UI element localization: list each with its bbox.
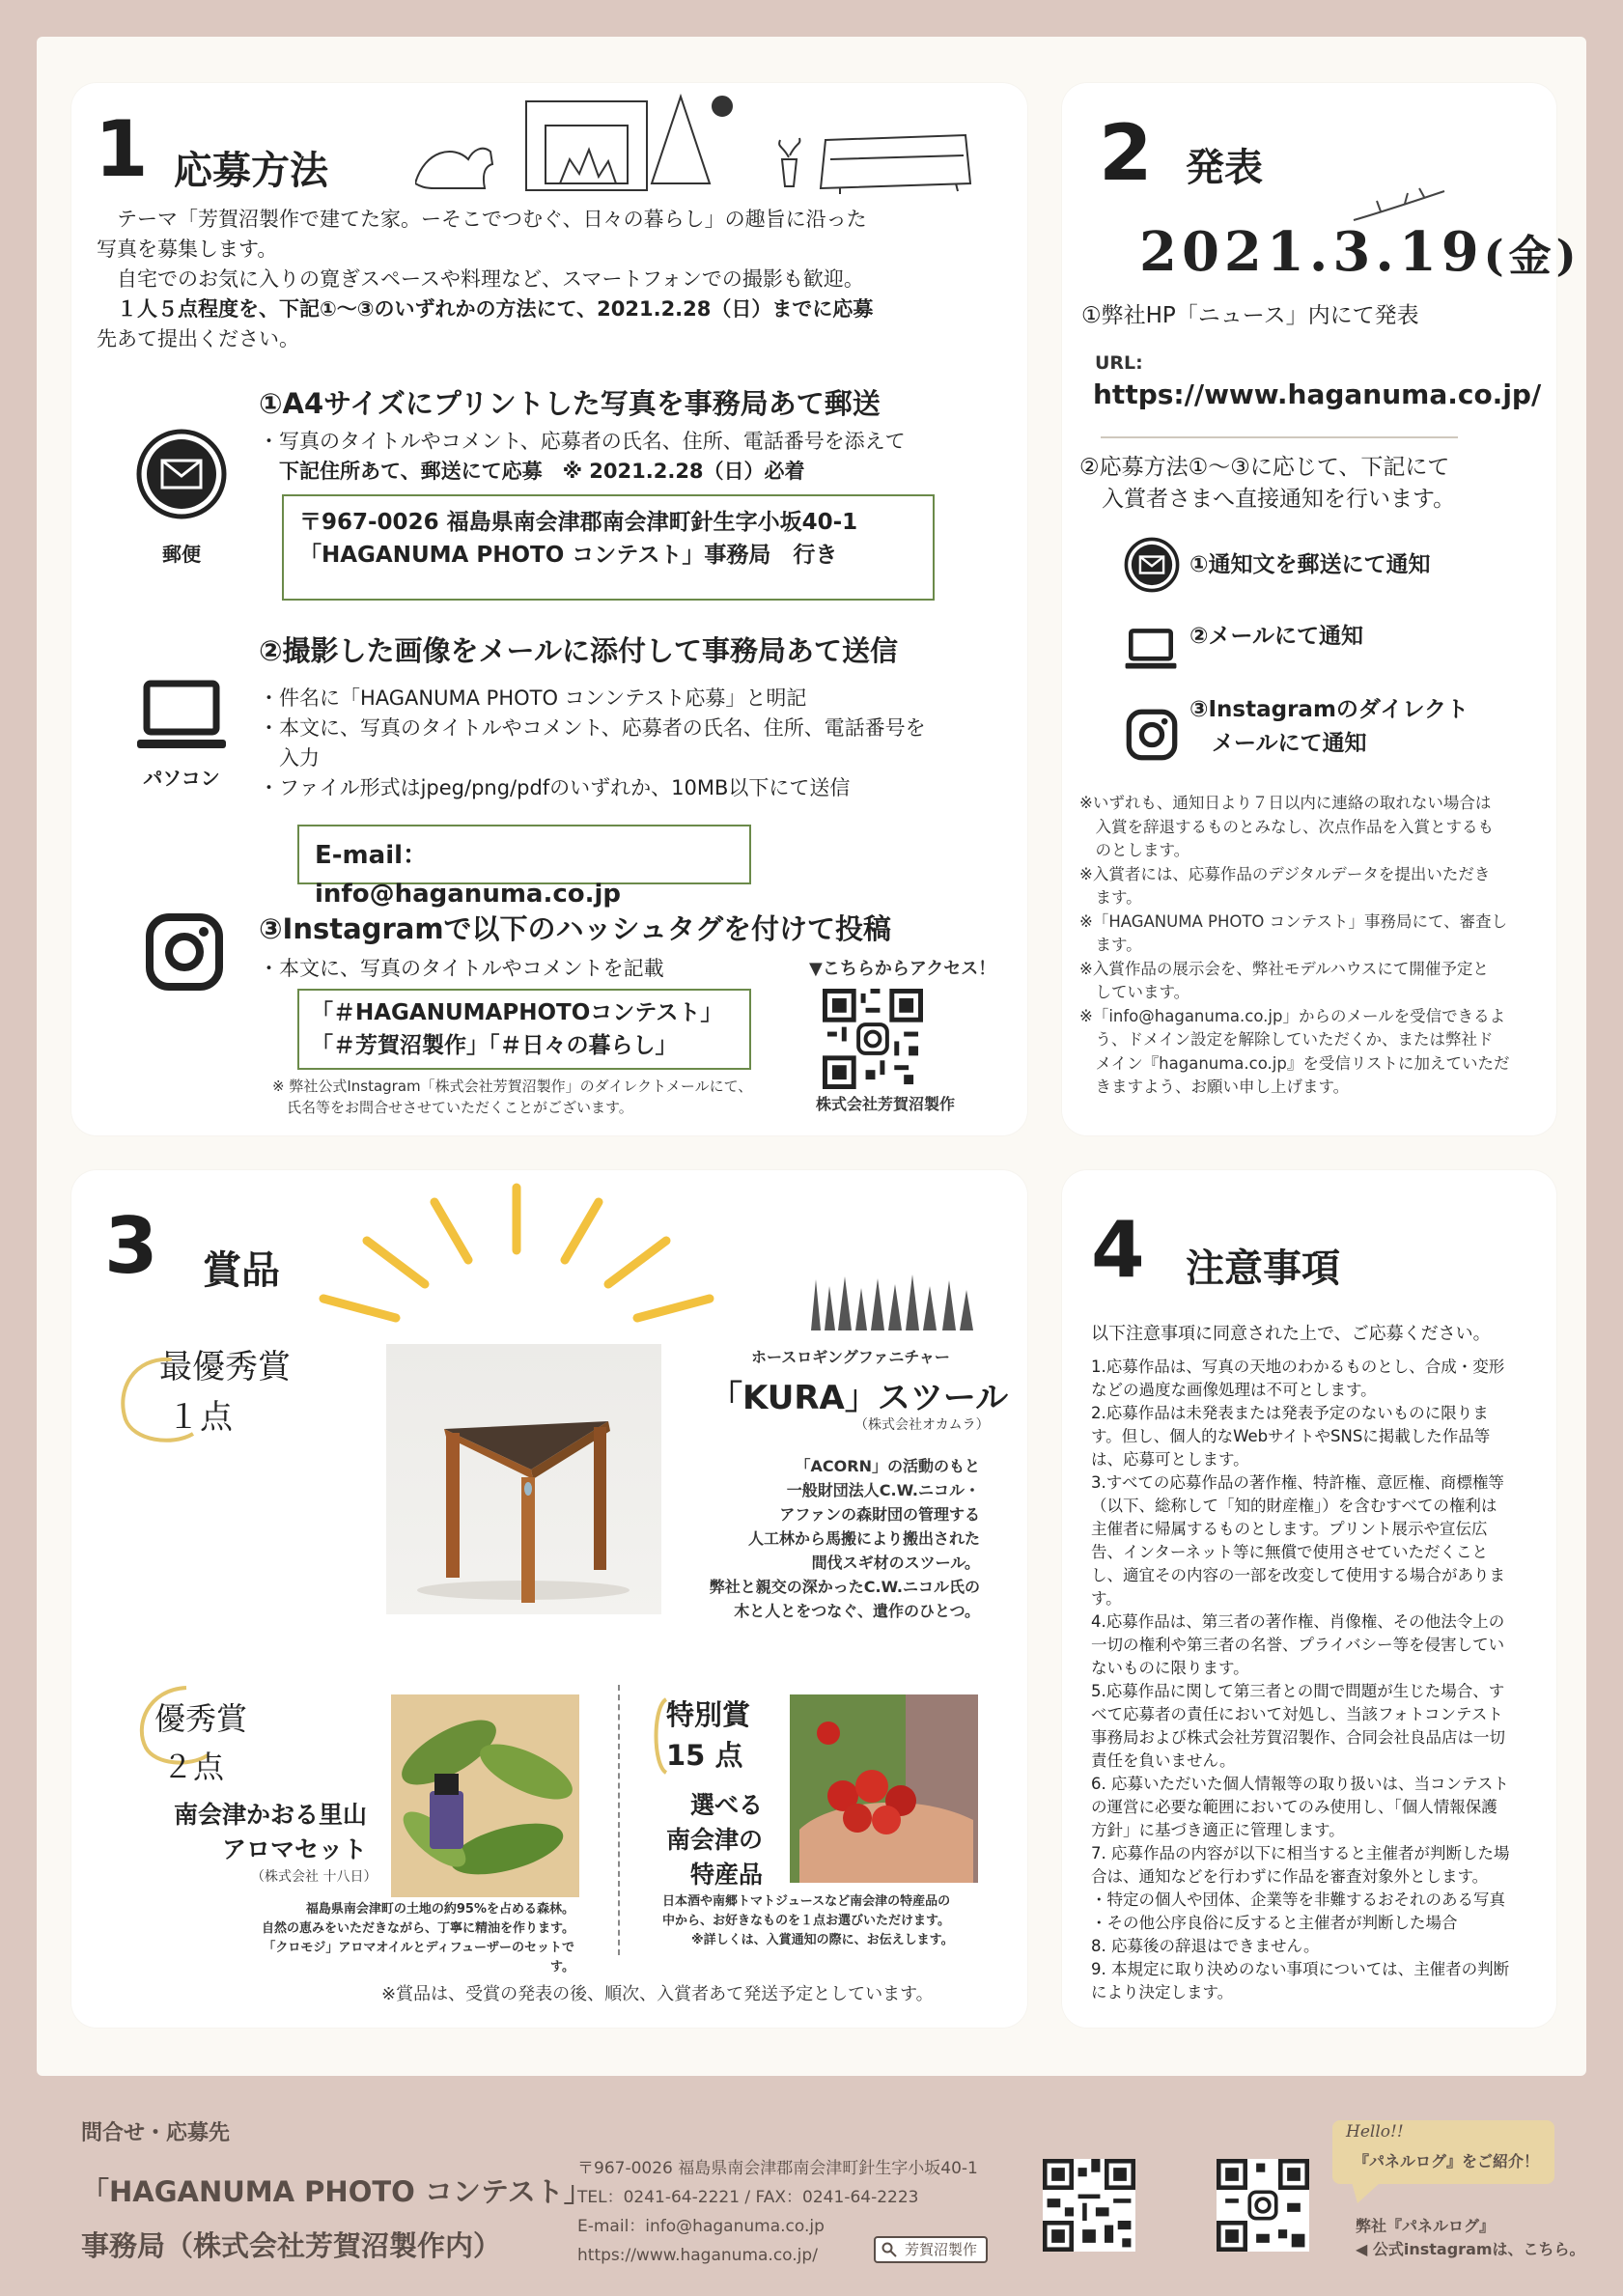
announcement-date <box>1139 220 1581 284</box>
bubble-hello: Hello!! <box>1346 2122 1404 2142</box>
grand-prize-count: １点 <box>167 1398 233 1437</box>
company-url-link[interactable]: https://www.haganuma.co.jp/ <box>1093 378 1542 410</box>
note-line: う、ドメイン設定を解除していただくか、または弊社ド <box>1079 1030 1494 1049</box>
section-4-number: 4 <box>1091 1205 1145 1295</box>
notice-line: 1.応募作品は、写真の天地のわかるものとし、合成・変形 <box>1091 1358 1505 1376</box>
intro-line: 自宅でのお気に入りの寛ぎスペースや料理など、スマートフォンでの撮影も歓迎。 <box>97 267 864 291</box>
laptop-icon <box>1124 628 1178 672</box>
note-line: メイン『haganuma.co.jp』を受信リストに加えていただ <box>1079 1053 1510 1073</box>
mail-icon <box>135 428 228 520</box>
method-2-text <box>259 684 1012 803</box>
method-2-line: ・ファイル形式はjpeg/png/pdfのいずれか、10MB以下にて送信 <box>259 776 851 799</box>
notice-list <box>1091 1356 1535 2004</box>
instagram-info <box>1356 2215 1585 2261</box>
postal-address-line: 〒967-0026 福島県南会津郡南会津町針生字小坂40-1 <box>299 510 858 535</box>
bubble-text: 『パネルログ』をご紹介！ <box>1354 2152 1540 2170</box>
notice-line: 3.すべての応募作品の著作権、特許権、意匠権、商標権等 <box>1091 1473 1504 1492</box>
special-desc-line: 中から、お好きなものを１点お選びいただけます。 <box>662 1914 950 1928</box>
excellent-prize-name: 優秀賞 <box>154 1700 248 1737</box>
section-4-title: 注意事項 <box>1186 1246 1340 1291</box>
footer-contest-name: 「HAGANUMA PHOTO コンテスト」 <box>81 2175 592 2208</box>
notice-line: ・その他公序良俗に反すると主催者が判断した場合 <box>1091 1914 1458 1932</box>
special-prize-count: 15 点 <box>666 1739 743 1772</box>
instagram-icon <box>1126 709 1178 761</box>
intro-line: テーマ「芳賀沼製作で建てた家。ーそこでつむぐ、日々の暮らし」の趣旨に沿った <box>97 208 867 231</box>
notice-line: ないものに限ります。 <box>1091 1659 1249 1677</box>
christmas-tree-icon <box>652 97 710 183</box>
kura-desc-line: 人工林から馬搬により搬出された <box>747 1529 980 1548</box>
footer-tel: TEL：0241-64-2221 / FAX：0241-64-2223 <box>577 2188 919 2207</box>
section-3-number: 3 <box>104 1201 158 1291</box>
notify-line: ②応募方法①〜③に応じて、下記にて <box>1079 455 1450 480</box>
clock-icon <box>713 97 732 116</box>
branch-decoration <box>1352 185 1448 224</box>
fireplace-icon <box>526 101 647 190</box>
footer-contact-label: 問合せ・応募先 <box>81 2121 231 2145</box>
section-3-title: 賞品 <box>203 1248 280 1293</box>
notice-line: べて応募者の責任において対処し、当該フォトコンテスト <box>1091 1705 1503 1723</box>
notice-line: の運営に必要な範囲においてのみ使用し、「個人情報保護 <box>1091 1798 1497 1816</box>
notice-line: 2.応募作品は未発表または発表予定のないものに限りま <box>1091 1404 1489 1422</box>
laptop-icon <box>135 678 228 755</box>
qr-caption: 株式会社芳賀沼製作 <box>816 1095 956 1113</box>
special-prize-item <box>657 1788 763 1892</box>
section-1-number: 1 <box>95 104 149 194</box>
method-1-heading: ①A4サイズにプリントした写真を事務局あて郵送 <box>259 387 881 420</box>
announcement-notes <box>1079 792 1510 1100</box>
weekday-value: 金 <box>1508 232 1556 281</box>
section-1-intro <box>97 205 1014 354</box>
note-line: しています。 <box>1079 983 1190 1001</box>
notice-line: （以下、総称して「知的財産権」）を含むすべての権利は <box>1091 1497 1497 1515</box>
excellent-prize-item <box>145 1798 367 1867</box>
notice-line: 5.応募作品に関して第三者との間で問題が生じた場合、す <box>1091 1682 1505 1700</box>
excellent-desc-line: 福島県南会津町の土地の約95%を占める森林。 <box>305 1902 574 1917</box>
kura-maker: （株式会社オカムラ） <box>854 1417 990 1433</box>
notice-line: は、応募可とします。 <box>1091 1450 1249 1469</box>
excellent-prize-count: ２点 <box>162 1749 225 1785</box>
note-line: のとします。 <box>1079 841 1190 859</box>
notice-line: す。 <box>1091 1589 1122 1608</box>
excellent-prize-description <box>246 1900 574 1977</box>
section-2-title: 発表 <box>1186 146 1263 190</box>
mail-icon <box>1124 537 1180 593</box>
notice-line: 4.応募作品は、第三者の著作権、肖像権、その他法令上の <box>1091 1612 1505 1631</box>
notice-line: 告、インターネット等に無償で使用させていただくこと <box>1091 1543 1489 1561</box>
hashtag-box <box>297 989 751 1070</box>
plant-icon <box>782 159 797 186</box>
speech-bubble-tail <box>1352 2182 1381 2205</box>
circle-decoration <box>114 1352 201 1448</box>
kura-description <box>695 1454 980 1623</box>
special-prize-line: 選べる <box>689 1791 763 1819</box>
method-2-line: 入力 <box>259 746 320 770</box>
instagram-info-line: ◀ 公式instagramは、こちら。 <box>1356 2240 1585 2258</box>
special-prize-description <box>662 1892 981 1950</box>
email-box[interactable]: E-mail：info@haganuma.co.jp <box>297 825 751 884</box>
aroma-set-photo <box>391 1694 579 1897</box>
special-prize-line: 南会津の <box>665 1826 763 1854</box>
method-3-text: ・本文に、写真のタイトルやコメントを記載 <box>259 957 664 980</box>
notice-line: す。但し、個人的なWebサイトやSNSに掲載した作品等 <box>1091 1427 1491 1445</box>
notice-line: 9. 本規定に取り決めのない事項については、主催者の判断 <box>1091 1960 1510 1978</box>
footer-office-name: 事務局（株式会社芳賀沼製作内） <box>81 2229 502 2262</box>
excellent-prize-line: 南会津かおる里山 <box>173 1801 367 1829</box>
sun-rays-decoration <box>309 1183 724 1357</box>
kura-desc-line: 「ACORN」の活動のもと <box>795 1457 980 1475</box>
note-line: ます。 <box>1079 888 1142 907</box>
excellent-desc-line: 自然の恵みをいただきながら、丁寧に精油を作ります。 <box>262 1921 574 1936</box>
hashtag-line: 「＃芳賀沼製作」「＃日々の暮らし」 <box>311 1033 678 1058</box>
website-qr-code[interactable] <box>1043 2159 1135 2252</box>
note-line: 氏名等をお問合せさせていただくことがございます。 <box>272 1099 633 1116</box>
living-room-illustration <box>415 92 975 198</box>
notice-line: 責任を負いません。 <box>1091 1751 1236 1770</box>
url-label: URL: <box>1095 352 1143 374</box>
method-2-heading: ②撮影した画像をメールに添付して事務局あて送信 <box>259 634 898 667</box>
method-1-text <box>259 427 1012 487</box>
special-prize <box>666 1694 750 1776</box>
postal-address-line: 「HAGANUMA PHOTO コンテスト」事務局 行き <box>299 543 838 568</box>
note-line: ※ 弊社公式Instagram「株式会社芳賀沼製作」のダイレクトメールにて、 <box>272 1078 753 1095</box>
notice-line: 事務局および株式会社芳賀沼製作、合同会社良品店は一切 <box>1091 1728 1505 1747</box>
instagram-note <box>272 1076 752 1118</box>
notify-line: 入賞者さまへ直接通知を行います。 <box>1079 487 1456 512</box>
footer-address: 〒967-0026 福島県南会津郡南会津町針生字小坂40-1 <box>577 2159 978 2178</box>
note-line: ※入賞者には、応募作品のデジタルデータを提出いただき <box>1079 864 1491 883</box>
kura-desc-line: 間伐スギ材のスツール。 <box>811 1554 980 1572</box>
postal-address-box <box>282 494 935 601</box>
notice-line: 6. 応募いただいた個人情報等の取り扱いは、当コンテスト <box>1091 1775 1509 1793</box>
notice-line: ・特定の個人や団体、企業等を非難するおそれのある写真 <box>1091 1890 1505 1909</box>
laptop-label: パソコン <box>143 767 220 790</box>
notify-method-1: ①通知文を郵送にて通知 <box>1189 552 1431 577</box>
date-weekday: (金) <box>1483 232 1581 281</box>
excellent-prize <box>154 1694 247 1791</box>
notify-method-3 <box>1189 693 1469 761</box>
method-1-line: 下記住所あて、郵送にて応募 ※ 2021.2.28（日）必着 <box>259 460 805 483</box>
intro-line: １人５点程度を、下記①〜③のいずれかの方法にて、2021.2.28（日）までに応募 <box>97 297 874 321</box>
excellent-desc-line: 「クロモジ」アロマオイルとディフューザーのセットです。 <box>263 1941 574 1974</box>
method-1-line: ・写真のタイトルやコメント、応募者の氏名、住所、電話番号を添えて <box>259 430 906 453</box>
prize-footnote: ※賞品は、受賞の発表の後、順次、入賞者あて発送予定としています。 <box>381 1984 934 2004</box>
instagram-qr-code[interactable] <box>1217 2159 1309 2252</box>
kura-name: 「KURA」スツール <box>710 1379 1009 1417</box>
notify-method-2: ②メールにて通知 <box>1189 624 1364 649</box>
mail-label: 郵便 <box>162 543 201 566</box>
section-2-number: 2 <box>1099 108 1153 198</box>
access-label: ▼こちらからアクセス！ <box>809 959 996 979</box>
date-value: 2021.3.19 <box>1139 220 1484 284</box>
prize-divider <box>618 1685 620 1955</box>
instagram-qr-code[interactable] <box>823 989 923 1089</box>
special-prize-name: 特別賞 <box>666 1698 751 1731</box>
special-desc-line: ※詳しくは、入賞通知の際に、お伝えします。 <box>691 1933 954 1947</box>
notice-line: 一切の権利や第三者の名誉、プライバシー等を侵害してい <box>1091 1636 1505 1654</box>
bracket-decoration <box>649 1697 668 1775</box>
kura-desc-line: 一般財団法人C.W.ニコル・ <box>786 1481 980 1499</box>
footer-url[interactable]: https://www.haganuma.co.jp/ <box>577 2246 818 2265</box>
notify-intro <box>1079 452 1455 516</box>
kura-subtitle: ホースロギングファニチャー <box>751 1348 950 1366</box>
grand-prize-name: 最優秀賞 <box>159 1348 291 1386</box>
notice-line: 方針」に基づき適正に管理します。 <box>1091 1821 1345 1839</box>
notice-line: などの過度な画像処理は不可とします。 <box>1091 1381 1377 1399</box>
note-line: ※いずれも、通知日より７日以内に連絡の取れない場合は <box>1079 794 1492 812</box>
excellent-prize-maker: （株式会社 十八日） <box>251 1869 378 1885</box>
note-line: ※「info@haganuma.co.jp」からのメールを受信できるよ <box>1079 1006 1506 1025</box>
tomatoes-photo <box>790 1694 978 1883</box>
notice-line: し、適宜その内容の一部を改変して使用する場合がありま <box>1091 1566 1505 1584</box>
kura-desc-line: 弊社と親交の深かったC.W.ニコル氏の <box>709 1578 980 1596</box>
notify-method-3-line: メールにて通知 <box>1189 731 1367 756</box>
section-1-title: 応募方法 <box>174 149 328 193</box>
kura-desc-line: アファンの森財団の管理する <box>779 1505 980 1524</box>
instagram-info-line: 弊社『パネルログ』 <box>1356 2217 1496 2235</box>
trees-decoration <box>811 1274 975 1332</box>
notice-line: 主催者に帰属するものとします。プリント展示や宣伝広 <box>1091 1520 1488 1538</box>
search-icon <box>881 2242 897 2257</box>
note-line: 入賞を辞退するものとみなし、次点作品を入賞とするも <box>1079 817 1494 836</box>
hp-announcement: ①弊社HP「ニュース」内にて発表 <box>1081 303 1419 328</box>
divider <box>1101 436 1458 438</box>
special-prize-line: 特産品 <box>689 1861 763 1889</box>
hashtag-line: 「＃HAGANUMAPHOTOコンテスト」 <box>311 1000 723 1025</box>
sofa-icon <box>821 135 970 188</box>
note-line: ます。 <box>1079 936 1142 954</box>
search-keyword: 芳賀沼製作 <box>905 2241 978 2258</box>
footer-email[interactable]: E-mail：info@haganuma.co.jp <box>577 2217 825 2236</box>
excellent-prize-line: アロマセット <box>221 1835 367 1863</box>
method-2-line: ・件名に「HAGANUMA PHOTO コンンテスト応募」と明記 <box>259 686 807 710</box>
notice-lead: 以下注意事項に同意された上で、ご応募ください。 <box>1091 1324 1491 1344</box>
method-2-line: ・本文に、写真のタイトルやコメント、応募者の氏名、住所、電話番号を <box>259 716 926 740</box>
notice-line: 合は、通知などを行わずに作品を審査対象外とします。 <box>1091 1867 1489 1886</box>
notice-line: 7. 応募作品の内容が以下に相当すると主催者が判断した場 <box>1091 1844 1510 1862</box>
notice-line: により決定します。 <box>1091 1983 1234 2002</box>
instagram-icon <box>145 912 224 992</box>
special-desc-line: 日本酒や南郷トマトジュースなど南会津の特産品の <box>662 1894 951 1909</box>
intro-line: 先あて提出ください。 <box>97 327 299 350</box>
notify-method-3-line: ③Instagramのダイレクト <box>1189 697 1469 722</box>
intro-line: 写真を募集します。 <box>97 238 278 261</box>
method-3-heading: ③Instagramで以下のハッシュタグを付けて投稿 <box>259 912 891 945</box>
note-line: ※入賞作品の展示会を、弊社モデルハウスにて開催予定と <box>1079 959 1489 978</box>
dog-icon <box>415 149 492 188</box>
kura-desc-line: 木と人とをつなぐ、遺作のひとつ。 <box>734 1602 980 1620</box>
kura-stool-photo <box>386 1344 661 1614</box>
notice-line: 8. 応募後の辞退はできません。 <box>1091 1937 1320 1955</box>
note-line: きますよう、お願い申し上げます。 <box>1079 1078 1350 1096</box>
note-line: ※「HAGANUMA PHOTO コンテスト」事務局にて、審査し <box>1079 911 1508 931</box>
